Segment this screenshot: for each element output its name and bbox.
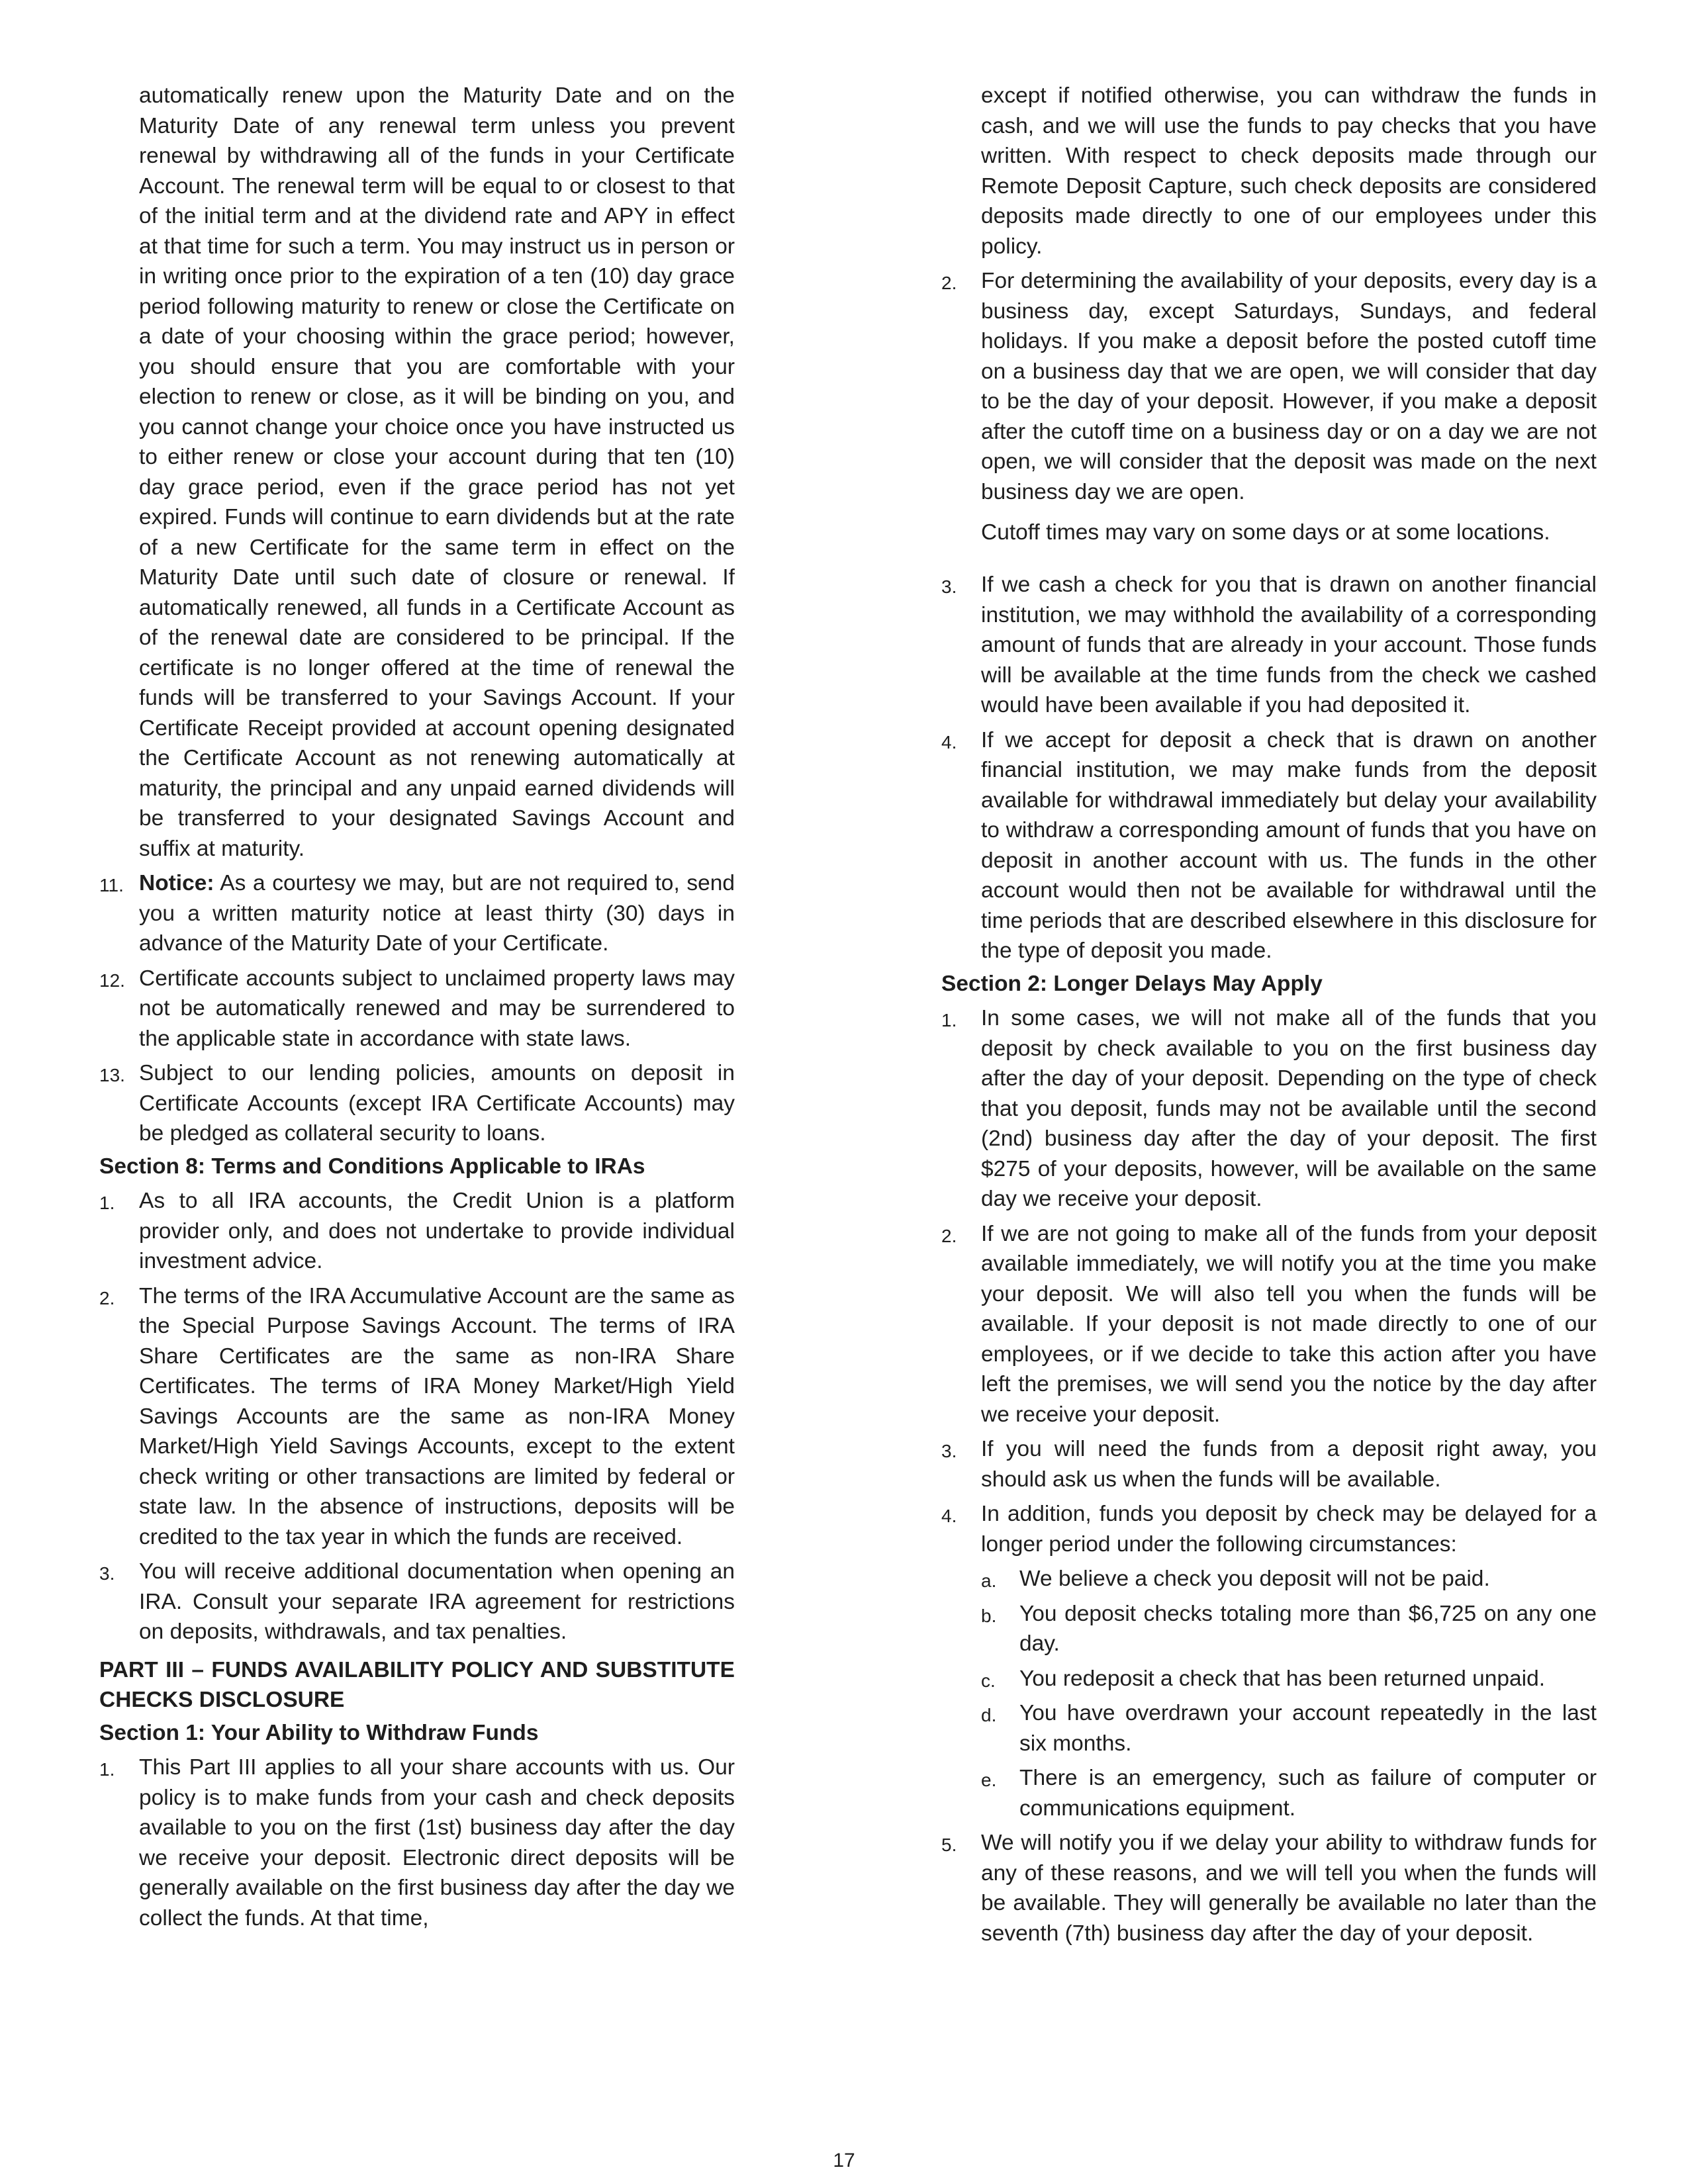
item-number: 11.: [99, 875, 124, 895]
item-number: 2.: [99, 1287, 115, 1308]
cutoff-note: Cutoff times may vary on some days or at some locations.: [981, 520, 1550, 545]
item-number: 13.: [99, 1065, 125, 1085]
list: [99, 1752, 735, 1933]
item-number: e.: [981, 1770, 997, 1790]
item-number: 3.: [941, 1441, 957, 1461]
item-number: 5.: [941, 1835, 957, 1855]
section-heading: Section 8: Terms and Conditions Applicable to IRAs: [99, 1154, 645, 1179]
list-item: [941, 266, 1597, 507]
item-text: You redeposit a check that has been returned unpaid.: [1019, 1666, 1546, 1691]
sub-list-item: [941, 1599, 1597, 1659]
item-text: If we cash a check for you that is drawn on another financial institution, we may withhold the availability of a corresponding amount of funds that are already in your account. Those funds will be available at the time funds from the check we cashed would have been available if you had deposited it.: [981, 572, 1597, 717]
list-item: [99, 1752, 735, 1933]
sub-list-item: [941, 1664, 1597, 1694]
item-number: d.: [981, 1705, 997, 1725]
continued-paragraph: automatically renew upon the Maturity Date and on the Maturity Date of any renewal term unless you prevent renewal by withdrawing all of the funds in your Certificate Account. The renewal term will be equal to or closest to that of the initial term and at the dividend rate and APY in effect at that time for such a term. You may instruct us in person or in writing once prior to the expiration of a ten (10) day grace period following maturity to renew or close the Certificate on a date of your choosing within the grace period; however, you should ensure that you are comfortable with your election to renew or close, as it will be binding on you, and you cannot change your choice once you have instructed us to either renew or close your account during that ten (10) day grace period, even if the grace period has not yet expired. Funds will continue to earn dividends but at the rate of a new Certificate for the same term in effect on the Maturity Date until such date of closure or renewal. If automatically renewed, all funds in a Certificate Account as of the renewal date are considered to be principal. If the certificate is no longer offered at the time of renewal the funds will be transferred to your Savings Account. If your Certificate Receipt provided at account opening designated the Certificate Account as not renewing automatically at maturity, the principal and any unpaid earned dividends will be transferred to your designated Savings Account and suffix at maturity.: [139, 83, 735, 861]
item-number: 1.: [99, 1759, 115, 1780]
list-item: [941, 570, 1597, 721]
item-text: You deposit checks totaling more than $6,725 on any one day.: [1019, 1601, 1597, 1656]
item-text: As to all IRA accounts, the Credit Union is a platform provider only, and does not undertake to provide individual investment advice.: [139, 1189, 735, 1273]
list-item: [941, 1434, 1597, 1494]
page-number: 17: [833, 2150, 855, 2171]
item-number: a.: [981, 1570, 997, 1591]
item-number: 2.: [941, 273, 957, 293]
sub-list-item: [941, 1763, 1597, 1823]
item-number: b.: [981, 1605, 997, 1626]
list: [941, 1828, 1597, 1948]
item-number: 2.: [941, 1225, 957, 1246]
list-item: [99, 964, 735, 1054]
list-item: [941, 1828, 1597, 1948]
item-number: 1.: [99, 1193, 115, 1213]
section-heading: Section 1: Your Ability to Withdraw Funds: [99, 1720, 539, 1745]
item-number: 4.: [941, 1506, 957, 1526]
list: [99, 1186, 735, 1647]
list-item: [99, 1281, 735, 1553]
item-number: 3.: [99, 1563, 115, 1584]
part-heading: PART III – FUNDS AVAILABILITY POLICY AND SUBSTITUTE CHECKS DISCLOSURE: [99, 1657, 735, 1712]
item-text: Subject to our lending policies, amounts on deposit in Certificate Accounts (except IRA Certificate Accounts) may be pledged as collateral security to loans.: [139, 1061, 735, 1146]
item-text: You will receive additional documentation when opening an IRA. Consult your separate IRA agreement for restrictions on deposits, withdrawals, and tax penalties.: [139, 1559, 735, 1644]
item-number: 1.: [941, 1010, 957, 1030]
item-text: The terms of the IRA Accumulative Account are the same as the Special Purpose Savings Account. The terms of IRA Share Certificates are the same as non-IRA Share Certificates. The terms of IRA Money Market/High Yield Savings Accounts are the same as non-IRA Money Market/High Yield Savings Accounts, except to the extent check writing or other transactions are limited by federal or state law. In the absence of instructions, deposits will be credited to the tax year in which the funds are received.: [139, 1283, 735, 1549]
item-number: 3.: [941, 576, 957, 597]
list-item: [99, 868, 735, 959]
item-text: In addition, funds you deposit by check may be delayed for a longer period under the following circumstances:: [981, 1502, 1597, 1557]
list-item: [941, 1219, 1597, 1430]
item-text: If you will need the funds from a deposit right away, you should ask us when the funds will be available.: [981, 1437, 1597, 1492]
list-item: [99, 1186, 735, 1277]
continued-paragraph: except if notified otherwise, you can withdraw the funds in cash, and we will use the funds to pay checks that you have written. With respect to check deposits made through our Remote Deposit Capture, such check deposits are considered deposits made directly to one of our employees under this policy.: [981, 83, 1597, 259]
sub-list: [941, 1564, 1597, 1823]
left-column: [99, 81, 735, 1933]
item-text: Certificate accounts subject to unclaimed property laws may not be automatically renewed and may be surrendered to the applicable state in accordance with state laws.: [139, 966, 735, 1051]
item-number: c.: [981, 1670, 996, 1691]
list-item: [941, 725, 1597, 966]
list: [941, 570, 1597, 966]
item-text: There is an emergency, such as failure of computer or communications equipment.: [1019, 1766, 1597, 1821]
item-text: As a courtesy we may, but are not required to, send you a written maturity notice at least thirty (30) days in advance of the Maturity Date of your Certificate.: [139, 871, 735, 956]
list-item: [941, 1003, 1597, 1214]
item-text: We will notify you if we delay your ability to withdraw funds for any of these reasons, and we will tell you when the funds will be available. They will generally be available no later than the seventh (7th) business day after the day of your deposit.: [981, 1831, 1597, 1946]
list: [941, 266, 1597, 507]
item-text: For determining the availability of your deposits, every day is a business day, except Saturdays, Sundays, and federal holidays. If you make a deposit before the posted cutoff time on a business day that we are open, we will consider that day to be the day of your deposit. However, if you make a deposit after the cutoff time on a business day or on a day we are not open, we will consider that the deposit was made on the next business day we are open.: [981, 269, 1597, 504]
item-text: This Part III applies to all your share accounts with us. Our policy is to make funds from your cash and check deposits available to you on the first (1st) business day after the day we receive your deposit. Electronic direct deposits will be generally available on the first business day after the day we collect the funds. At that time,: [139, 1755, 735, 1931]
item-number: 12.: [99, 970, 125, 991]
sub-list-item: [941, 1698, 1597, 1758]
item-text: If we accept for deposit a check that is drawn on another financial institution, we may make funds from the deposit available for withdrawal immediately but delay your availability to withdraw a corresponding amount of funds that you have on deposit in another account with us. The funds in the other account would then not be available for withdrawal until the time periods that are described elsewhere in this disclosure for the type of deposit you made.: [981, 727, 1597, 963]
right-column: [941, 81, 1597, 1948]
list: [99, 868, 735, 1149]
item-text: In some cases, we will not make all of the funds that you deposit by check available to you on the first business day after the day of your deposit. Depending on the type of check that you deposit, funds may not be available until the second (2nd) business day after the day of your deposit. The first $275 of your deposits, however, will be available on the same day we receive your deposit.: [981, 1006, 1597, 1211]
list: [941, 1003, 1597, 1559]
list-item: [99, 1557, 735, 1647]
list-item: [941, 1499, 1597, 1559]
item-text: We believe a check you deposit will not be paid.: [1019, 1567, 1490, 1591]
item-number: 4.: [941, 731, 957, 752]
item-text: If we are not going to make all of the funds from your deposit available immediately, we will notify you at the time you make your deposit. We will also tell you when the funds will be available. If your deposit is not made directly to one of our employees, or if we decide to take this action after you have left the premises, we will send you the notice by the day after we receive your deposit.: [981, 1221, 1597, 1427]
item-text: You have overdrawn your account repeatedly in the last six months.: [1019, 1701, 1597, 1756]
section-heading: Section 2: Longer Delays May Apply: [941, 971, 1323, 996]
item-bold-label: Notice:: [139, 871, 214, 895]
sub-list-item: [941, 1564, 1597, 1594]
list-item: [99, 1058, 735, 1149]
